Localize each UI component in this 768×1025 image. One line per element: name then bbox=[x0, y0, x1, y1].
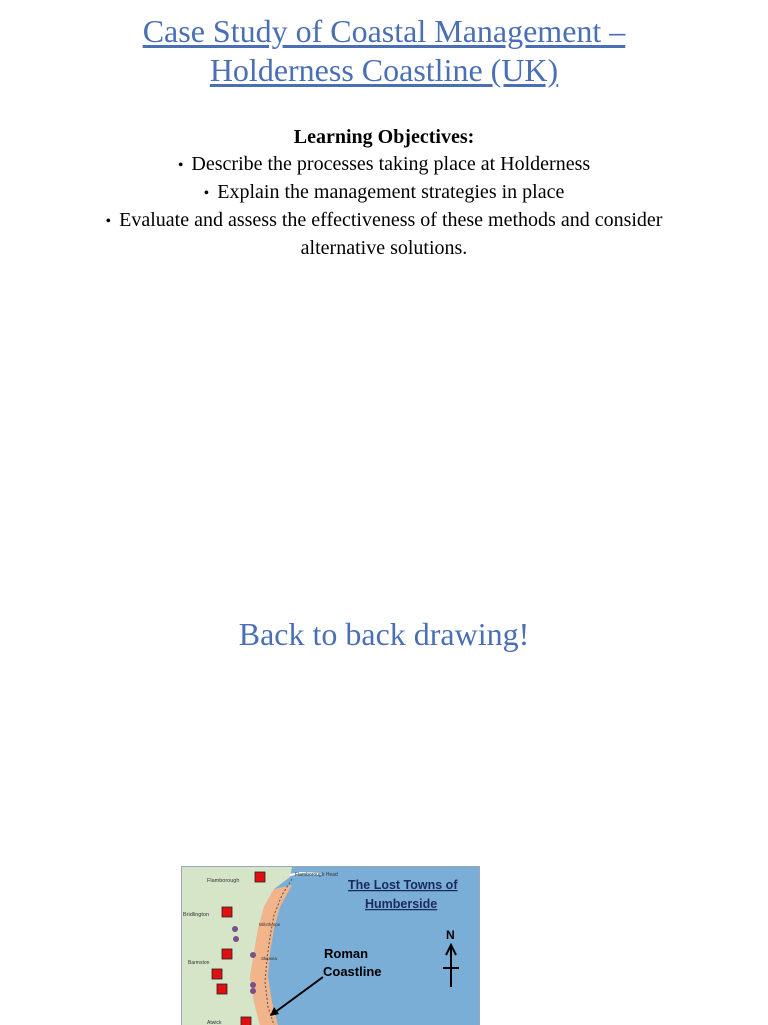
objective-item: • Evaluate and assess the effectiveness of these methods and consider alternative solutions. bbox=[64, 207, 704, 262]
annotation-line-2: Coastline bbox=[323, 964, 382, 979]
place-label: Flamborough Head bbox=[295, 872, 338, 878]
lost-towns-map bbox=[181, 866, 480, 1025]
lost-town-dot bbox=[233, 936, 239, 942]
town-marker bbox=[212, 969, 222, 979]
town-marker bbox=[255, 872, 265, 882]
place-label: Flamborough bbox=[207, 878, 240, 884]
title-line-2[interactable]: Holderness Coastline (UK) bbox=[209, 52, 559, 88]
town-marker bbox=[222, 907, 232, 917]
lost-town-dot bbox=[250, 952, 256, 958]
map-title-line-1: The Lost Towns of bbox=[348, 878, 458, 892]
title-line-1[interactable]: Case Study of Coastal Management – bbox=[142, 13, 626, 49]
place-label: Skipsea bbox=[261, 956, 278, 961]
lost-town-dot bbox=[250, 982, 256, 988]
objective-item: • Explain the management strategies in place bbox=[0, 179, 768, 207]
place-label: Wilsthorpe bbox=[259, 922, 281, 927]
compass-label: N bbox=[446, 928, 455, 942]
place-label: Atwick bbox=[207, 1020, 222, 1025]
map-graphic bbox=[182, 867, 479, 1025]
lost-town-dot bbox=[232, 926, 238, 932]
map-title-line-2: Humberside bbox=[365, 897, 438, 911]
town-marker bbox=[217, 984, 227, 994]
objectives-heading: Learning Objectives: bbox=[293, 126, 475, 148]
objective-item: • Describe the processes taking place at Holderness bbox=[0, 151, 768, 179]
town-marker bbox=[222, 949, 232, 959]
learning-objectives bbox=[0, 124, 768, 262]
annotation-line-1: Roman bbox=[324, 946, 369, 961]
place-label: Bridlington bbox=[183, 912, 209, 918]
activity-heading: Back to back drawing! bbox=[238, 616, 530, 652]
place-label: Barmston bbox=[188, 960, 210, 966]
lost-town-dot bbox=[250, 988, 256, 994]
page-title[interactable] bbox=[0, 12, 768, 90]
